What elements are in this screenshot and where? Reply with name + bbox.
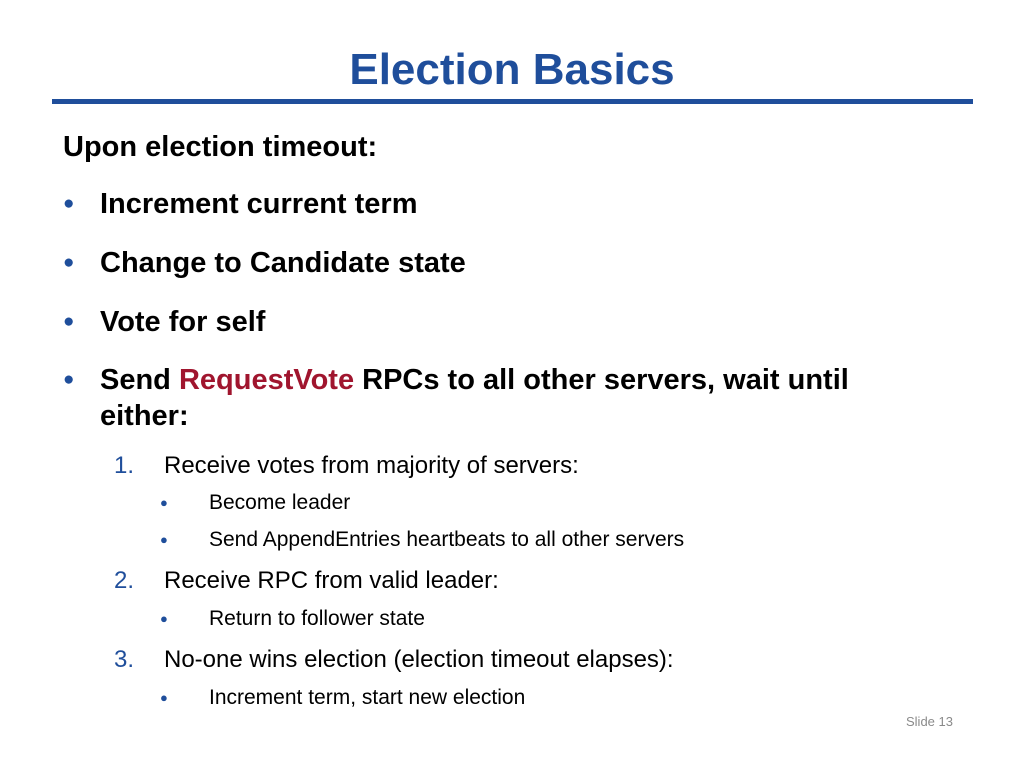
title-underline xyxy=(52,99,973,104)
sub-bullet-text: Become leader xyxy=(209,491,351,514)
bullet-text: Change to Candidate state xyxy=(100,247,466,279)
bullet-dot-icon: ● xyxy=(63,311,75,332)
send-suffix: RPCs to all other servers, wait until either: xyxy=(100,364,849,432)
sub-bullet-dot-icon: ● xyxy=(160,495,168,510)
bullet-dot-icon: ● xyxy=(63,369,75,390)
slide-title: Election Basics xyxy=(349,45,675,94)
section-heading: Upon election timeout: xyxy=(63,131,378,163)
outcome-number: 2. xyxy=(114,567,135,594)
sub-bullet-dot-icon: ● xyxy=(160,690,168,705)
send-prefix: Send xyxy=(100,364,179,396)
slide-number: Slide 13 xyxy=(906,714,953,729)
sub-bullet-text: Return to follower state xyxy=(209,607,425,630)
sub-bullet-dot-icon: ● xyxy=(160,611,168,626)
requestvote-highlight: RequestVote xyxy=(178,364,355,396)
bullet-dot-icon: ● xyxy=(63,193,75,214)
outcome-text: Receive RPC from valid leader: xyxy=(164,567,499,594)
outcome-number: 3. xyxy=(114,646,135,673)
sub-bullet-text: Send AppendEntries heartbeats to all other servers xyxy=(209,528,685,551)
bullet-text: Vote for self xyxy=(100,306,266,338)
outcome-text: Receive votes from majority of servers: xyxy=(164,452,579,479)
sub-bullet-dot-icon: ● xyxy=(160,532,168,547)
bullet-text: Increment current term xyxy=(100,188,418,220)
sub-bullet-text: Increment term, start new election xyxy=(209,686,526,709)
outcome-number: 1. xyxy=(114,452,135,479)
bullet-dot-icon: ● xyxy=(63,252,75,273)
bullet-text xyxy=(100,362,930,434)
outcome-text: No-one wins election (election timeout elapses): xyxy=(164,646,674,673)
